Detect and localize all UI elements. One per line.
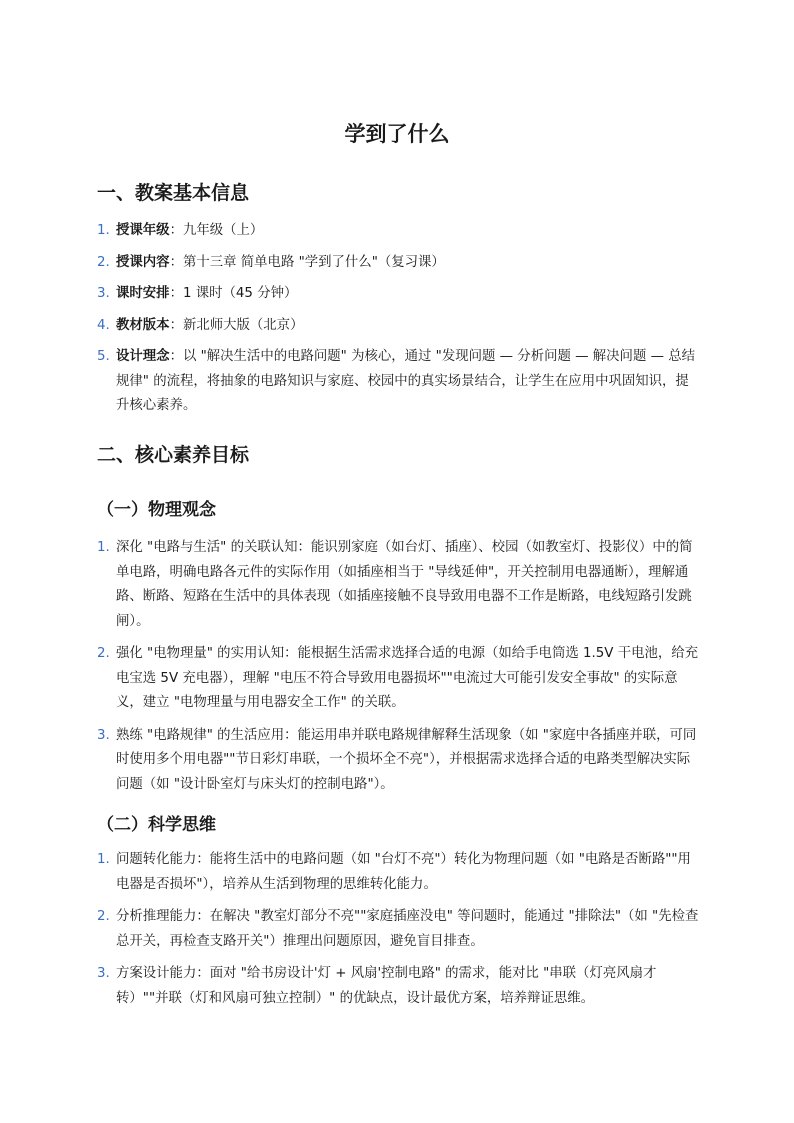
list-number: 1.	[97, 540, 110, 555]
item-separator: ：	[169, 317, 183, 333]
item-label: 课时安排	[116, 286, 170, 301]
item-text: 深化 "电路与生活" 的关联认知：能识别家庭（如台灯、插座）、校园（如教室灯、投影仪）中的简单电路，明确电路各元件的实际作用（如插座相当于 "导线延伸"，开关控制用电器通断），理解通路、断路、短路在生活中的具体表现（如插座接触不良导致用电器不工作是断路，电线短路引发跳闸）。	[116, 540, 693, 629]
item-text: 1 课时（45 分钟）	[182, 286, 298, 301]
list-number: 3.	[97, 727, 110, 743]
item-text: 熟练 "电路规律" 的生活应用：能运用串并联电路规律解释生活现象（如 "家庭中各插座并联，可同时使用多个用电器""节日彩灯串联，一个损坏全不亮"），并根据需求选择合适的电路类型解决实际问题（如 "设计卧室灯与床头灯的控制电路"）。	[116, 727, 697, 792]
item-label: 授课年级	[116, 223, 170, 238]
list-item	[97, 724, 699, 798]
item-separator: ：	[169, 349, 183, 364]
list-item	[97, 642, 699, 716]
list-item	[97, 282, 699, 307]
list-item	[97, 219, 699, 244]
item-text: 强化 "电物理量" 的实用认知：能根据生活需求选择合适的电源（如给手电筒选 1.5V 干电池，给充电宝选 5V 充电器），理解 "电压不符合导致用电器损坏""电流过大可能引发安全事故" 的实际意义，建立 "电物理量与用电器安全工作" 的关联。	[116, 646, 699, 710]
item-label: 授课内容	[116, 254, 170, 270]
item-label: 设计理念	[116, 349, 170, 364]
list-number: 4.	[97, 317, 110, 333]
item-text: 问题转化能力：能将生活中的电路问题（如 "台灯不亮"）转化为物理问题（如 "电路是否断路""用电器是否损坏"），培养从生活到物理的思维转化能力。	[116, 852, 691, 892]
item-text: 以 "解决生活中的电路问题" 为核心，通过 "发现问题 — 分析问题 — 解决问题 — 总结规律" 的流程，将抽象的电路知识与家庭、校园中的真实场景结合，让学生在应用中巩固知识，提升核心素养。	[116, 349, 696, 413]
subsection-heading-physics-concepts: （一）物理观念	[97, 500, 216, 520]
list-item	[97, 962, 699, 1011]
subsection-heading-scientific-thinking: （二）科学思维	[97, 815, 216, 835]
item-separator: ：	[169, 254, 183, 270]
item-separator: ：	[169, 223, 183, 238]
item-text: 新北师大版（北京）	[182, 317, 304, 333]
list-number: 3.	[97, 966, 110, 981]
list-number: 2.	[97, 646, 110, 661]
list-number: 2.	[97, 909, 110, 924]
item-text: 方案设计能力：面对 "给书房设计'灯 + 风扇'控制电路" 的需求，能对比 "串联（灯亮风扇才转）""并联（灯和风扇可独立控制）" 的优缺点，设计最优方案，培养辩证思维。	[116, 966, 657, 1006]
list-item	[97, 251, 699, 276]
list-item	[97, 345, 699, 419]
item-separator: ：	[169, 286, 183, 301]
list-item	[97, 536, 699, 634]
list-number: 1.	[97, 223, 110, 238]
physics-concepts-list	[97, 536, 699, 797]
list-number: 5.	[97, 349, 110, 364]
list-number: 1.	[97, 852, 110, 867]
section-heading-core-goals: 二、核心素养目标	[97, 444, 250, 466]
item-text: 第十三章 简单电路 "学到了什么"（复习课）	[182, 254, 445, 270]
scientific-thinking-list	[97, 848, 699, 1011]
list-number: 3.	[97, 286, 110, 301]
list-item	[97, 848, 699, 897]
list-item	[97, 314, 699, 339]
list-item	[97, 905, 699, 954]
item-text: 九年级（上）	[182, 223, 264, 238]
document-title: 学到了什么	[344, 122, 450, 146]
item-label: 教材版本	[116, 317, 170, 333]
section-heading-basic-info: 一、教案基本信息	[97, 182, 250, 204]
item-text: 分析推理能力：在解决 "教室灯部分不亮""家庭插座没电" 等问题时，能通过 "排除法"（如 "先检查总开关，再检查支路开关"）推理出问题原因，避免盲目排查。	[116, 909, 699, 949]
list-number: 2.	[97, 254, 110, 270]
basic-info-list	[97, 219, 699, 419]
